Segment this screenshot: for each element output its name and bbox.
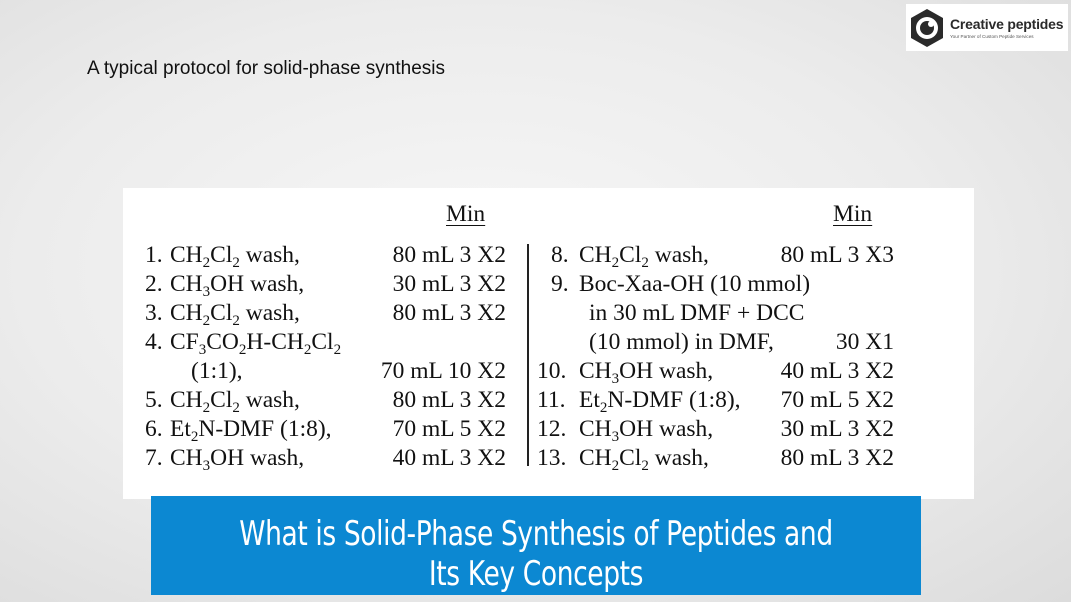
left-step-amount: 80 mL 3 X2 [392,387,506,413]
subscript: 2 [611,458,620,474]
subscript: 2 [303,342,312,358]
subscript: 3 [611,429,620,445]
step-text: $CH_2Cl_2$ wash, [170,300,300,329]
subscript: 2 [232,255,240,271]
left-step-description [170,241,300,270]
subscript: 3 [202,284,211,300]
right-step-amount: 80 mL 3 X3 [780,242,894,268]
right-step-description [579,415,713,444]
step-text: $CH_3OH$ wash, [170,271,305,300]
right-step-continuation: in 30 mL DMF + DCC [589,300,805,326]
subscript: 3 [202,458,211,474]
left-step-amount: 80 mL 3 X2 [392,300,506,326]
banner-title-line-2: Its Key Concepts [428,554,644,594]
right-min-header: Min [833,201,873,227]
right-step-number: 9. [551,271,569,297]
left-min-header: Min [446,201,486,227]
subscript: 2 [333,342,342,358]
step-text: $CH_2Cl_2$ wash, [170,387,300,416]
subscript: 2 [232,313,240,329]
right-step-amount: 30 mL 3 X2 [780,416,894,442]
right-step-description [579,444,709,473]
left-step-amount: 40 mL 3 X2 [392,445,506,471]
subscript: 2 [611,255,620,271]
right-step-description [579,386,741,415]
right-step-number: 12. [537,416,567,442]
left-step-description [170,328,341,357]
left-step-continuation: (1:1), [191,358,243,384]
logo-name: Creative peptides [950,16,1064,32]
step-text: $Et_2N$-DMF (1:8), [579,387,741,416]
left-step-number: 7. [145,445,163,471]
subscript: 2 [641,458,649,474]
right-step-number: 11. [537,387,566,413]
right-step-amount: 30 X1 [835,329,894,355]
right-step-number: 8. [551,242,569,268]
left-step-number: 5. [145,387,163,413]
title-banner [151,496,921,595]
subscript: 2 [232,400,240,416]
left-step-amount: 70 mL 10 X2 [380,358,506,384]
left-step-number: 2. [145,271,163,297]
left-step-description [170,270,304,299]
logo-emblem-icon [908,7,946,49]
left-step-description [170,386,300,415]
subscript: 3 [198,342,207,358]
step-text: $CH_2Cl_2$ wash, [170,242,300,271]
step-text: $CH_2Cl_2$ wash, [579,242,709,271]
left-step-description [170,444,304,473]
left-step-number: 6. [145,416,163,442]
left-step-number: 1. [145,242,163,268]
right-step-number: 13. [537,445,567,471]
step-text: $CH_3OH$ wash, [579,416,714,445]
subscript: 2 [190,429,199,445]
subscript: 2 [202,400,211,416]
step-text: $Et_2N$-DMF (1:8), [170,416,332,445]
step-text: $CH_3OH$ wash, [170,445,305,474]
step-text: $CF_3CO_2H-CH_2Cl_2$ [170,329,342,358]
left-step-description [170,299,300,328]
right-step-amount: 40 mL 3 X2 [780,358,894,384]
slide-subtitle: A typical protocol for solid-phase synthesis [87,58,446,79]
subscript: 2 [238,342,247,358]
step-text: $CH_3OH$ wash, [579,358,714,387]
brand-logo [906,4,1068,51]
left-step-amount: 30 mL 3 X2 [392,271,506,297]
left-step-number: 4. [145,329,163,355]
subscript: 2 [202,313,211,329]
column-divider [527,244,529,466]
subscript: 2 [599,400,608,416]
right-step-number: 10. [537,358,567,384]
left-step-number: 3. [145,300,163,326]
subscript: 2 [202,255,211,271]
right-step-description [579,241,709,270]
left-step-description [170,415,332,444]
left-step-amount: 70 mL 5 X2 [392,416,506,442]
right-step-amount: 80 mL 3 X2 [780,445,894,471]
right-step-amount: 70 mL 5 X2 [780,387,894,413]
right-step-description [579,270,810,299]
right-step-continuation: (10 mmol) in DMF, [589,329,774,355]
logo-tagline: Your Partner of Custom Peptide Services [950,34,1034,39]
step-text: $CH_2Cl_2$ wash, [579,445,709,474]
banner-title-line-1: What is Solid-Phase Synthesis of Peptides and [239,514,833,554]
protocol-table [123,188,974,499]
step-text: Boc-Xaa-OH (10 mmol) [579,271,811,297]
right-step-description [579,357,713,386]
subscript: 3 [611,371,620,387]
subscript: 2 [641,255,649,271]
left-step-amount: 80 mL 3 X2 [392,242,506,268]
